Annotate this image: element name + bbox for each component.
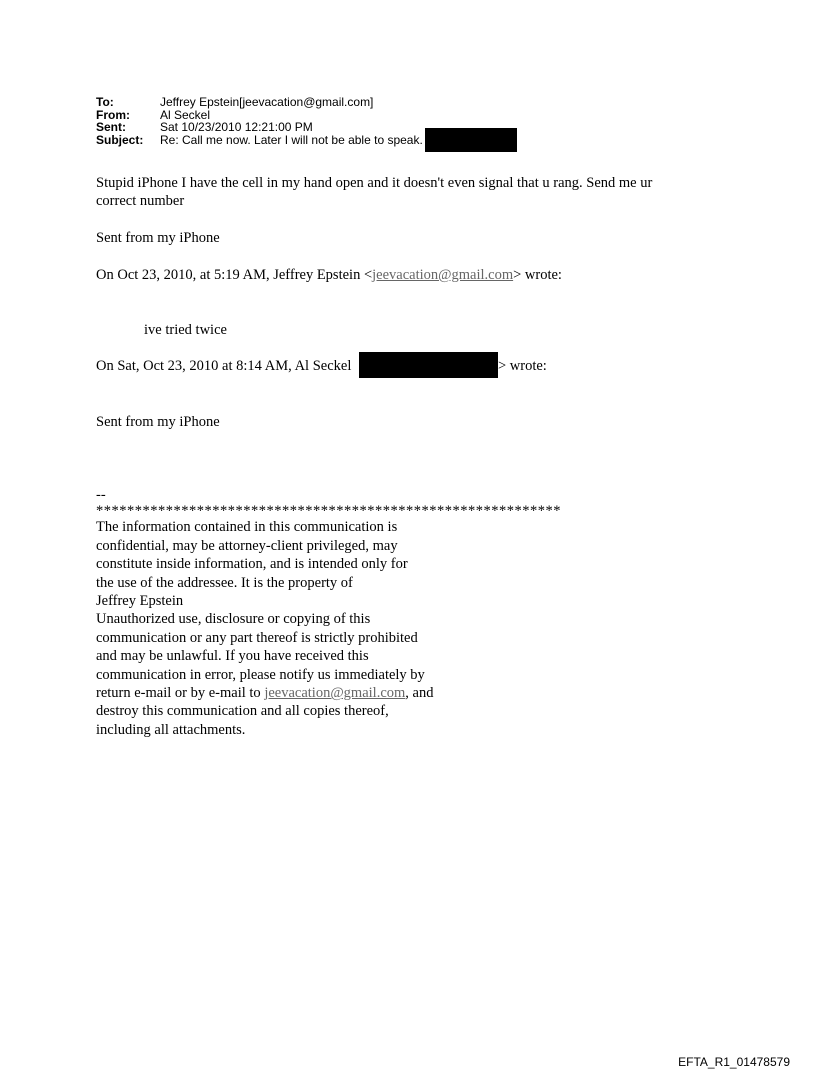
subject-redaction <box>425 128 517 152</box>
quote-header-2-suffix: > wrote: <box>497 358 547 374</box>
to-value: Jeffrey Epstein[jeevacation@gmail.com] <box>160 95 374 109</box>
quote-header-2-prefix: On Sat, Oct 23, 2010 at 8:14 AM, Al Seckel <box>96 358 355 374</box>
return-prefix: return e-mail or by e-mail to <box>96 685 265 702</box>
subject-label: Subject: <box>96 132 144 147</box>
quote-header-1-email-link[interactable]: jeevacation@gmail.com <box>372 267 514 283</box>
disclaimer-line: The information contained in this communication is <box>96 519 398 536</box>
return-suffix: , and <box>405 685 434 702</box>
disclaimer-line: communication or any part thereof is strictly prohibited <box>96 629 418 646</box>
disclaimer-line: including all attachments. <box>96 721 246 738</box>
from-label: From: <box>96 107 130 122</box>
email-redaction <box>359 352 498 378</box>
quote-header-1 <box>96 266 562 284</box>
star-divider: ************************************************************ <box>96 503 561 520</box>
disclaimer-return-line <box>96 684 561 702</box>
disclaimer-line: constitute inside information, and is intended only for <box>96 556 408 573</box>
sent-label: Sent: <box>96 120 126 134</box>
disclaimer-line: the use of the addressee. It is the property of <box>96 574 353 591</box>
quote-header-2 <box>96 357 547 378</box>
email-header <box>96 96 517 152</box>
disclaimer-line: confidential, may be attorney-client privileged, may <box>96 537 398 554</box>
disclaimer-line: communication in error, please notify us immediately by <box>96 666 425 683</box>
to-row <box>96 96 517 109</box>
disclaimer-email-link[interactable]: jeevacation@gmail.com <box>264 685 406 702</box>
separator: -- <box>96 487 106 503</box>
subject-value: Re: Call me now. Later I will not be able to speak. <box>160 132 423 147</box>
from-value: Al Seckel <box>160 107 211 122</box>
quoted-text: ive tried twice <box>144 322 227 338</box>
to-label: To: <box>96 95 114 109</box>
disclaimer-line: destroy this communication and all copies thereof, <box>96 703 389 720</box>
quote-header-1-suffix: > wrote: <box>513 267 562 283</box>
quote-header-1-prefix: On Oct 23, 2010, at 5:19 AM, Jeffrey Epstein < <box>96 267 373 283</box>
sent-value: Sat 10/23/2010 12:21:00 PM <box>160 120 313 134</box>
message-line-1: Stupid iPhone I have the cell in my hand open and it doesn't even signal that u rang. Send me ur <box>96 175 653 191</box>
signature-1: Sent from my iPhone <box>96 230 220 246</box>
disclaimer-line: Jeffrey Epstein <box>96 593 184 610</box>
document-id: EFTA_R1_01478579 <box>678 1055 790 1069</box>
message-line-2: correct number <box>96 193 185 209</box>
disclaimer-line: and may be unlawful. If you have received this <box>96 648 369 665</box>
signature-2: Sent from my iPhone <box>96 414 220 430</box>
subject-row <box>96 134 517 152</box>
disclaimer-line: Unauthorized use, disclosure or copying of this <box>96 611 371 628</box>
confidentiality-disclaimer <box>96 486 561 739</box>
